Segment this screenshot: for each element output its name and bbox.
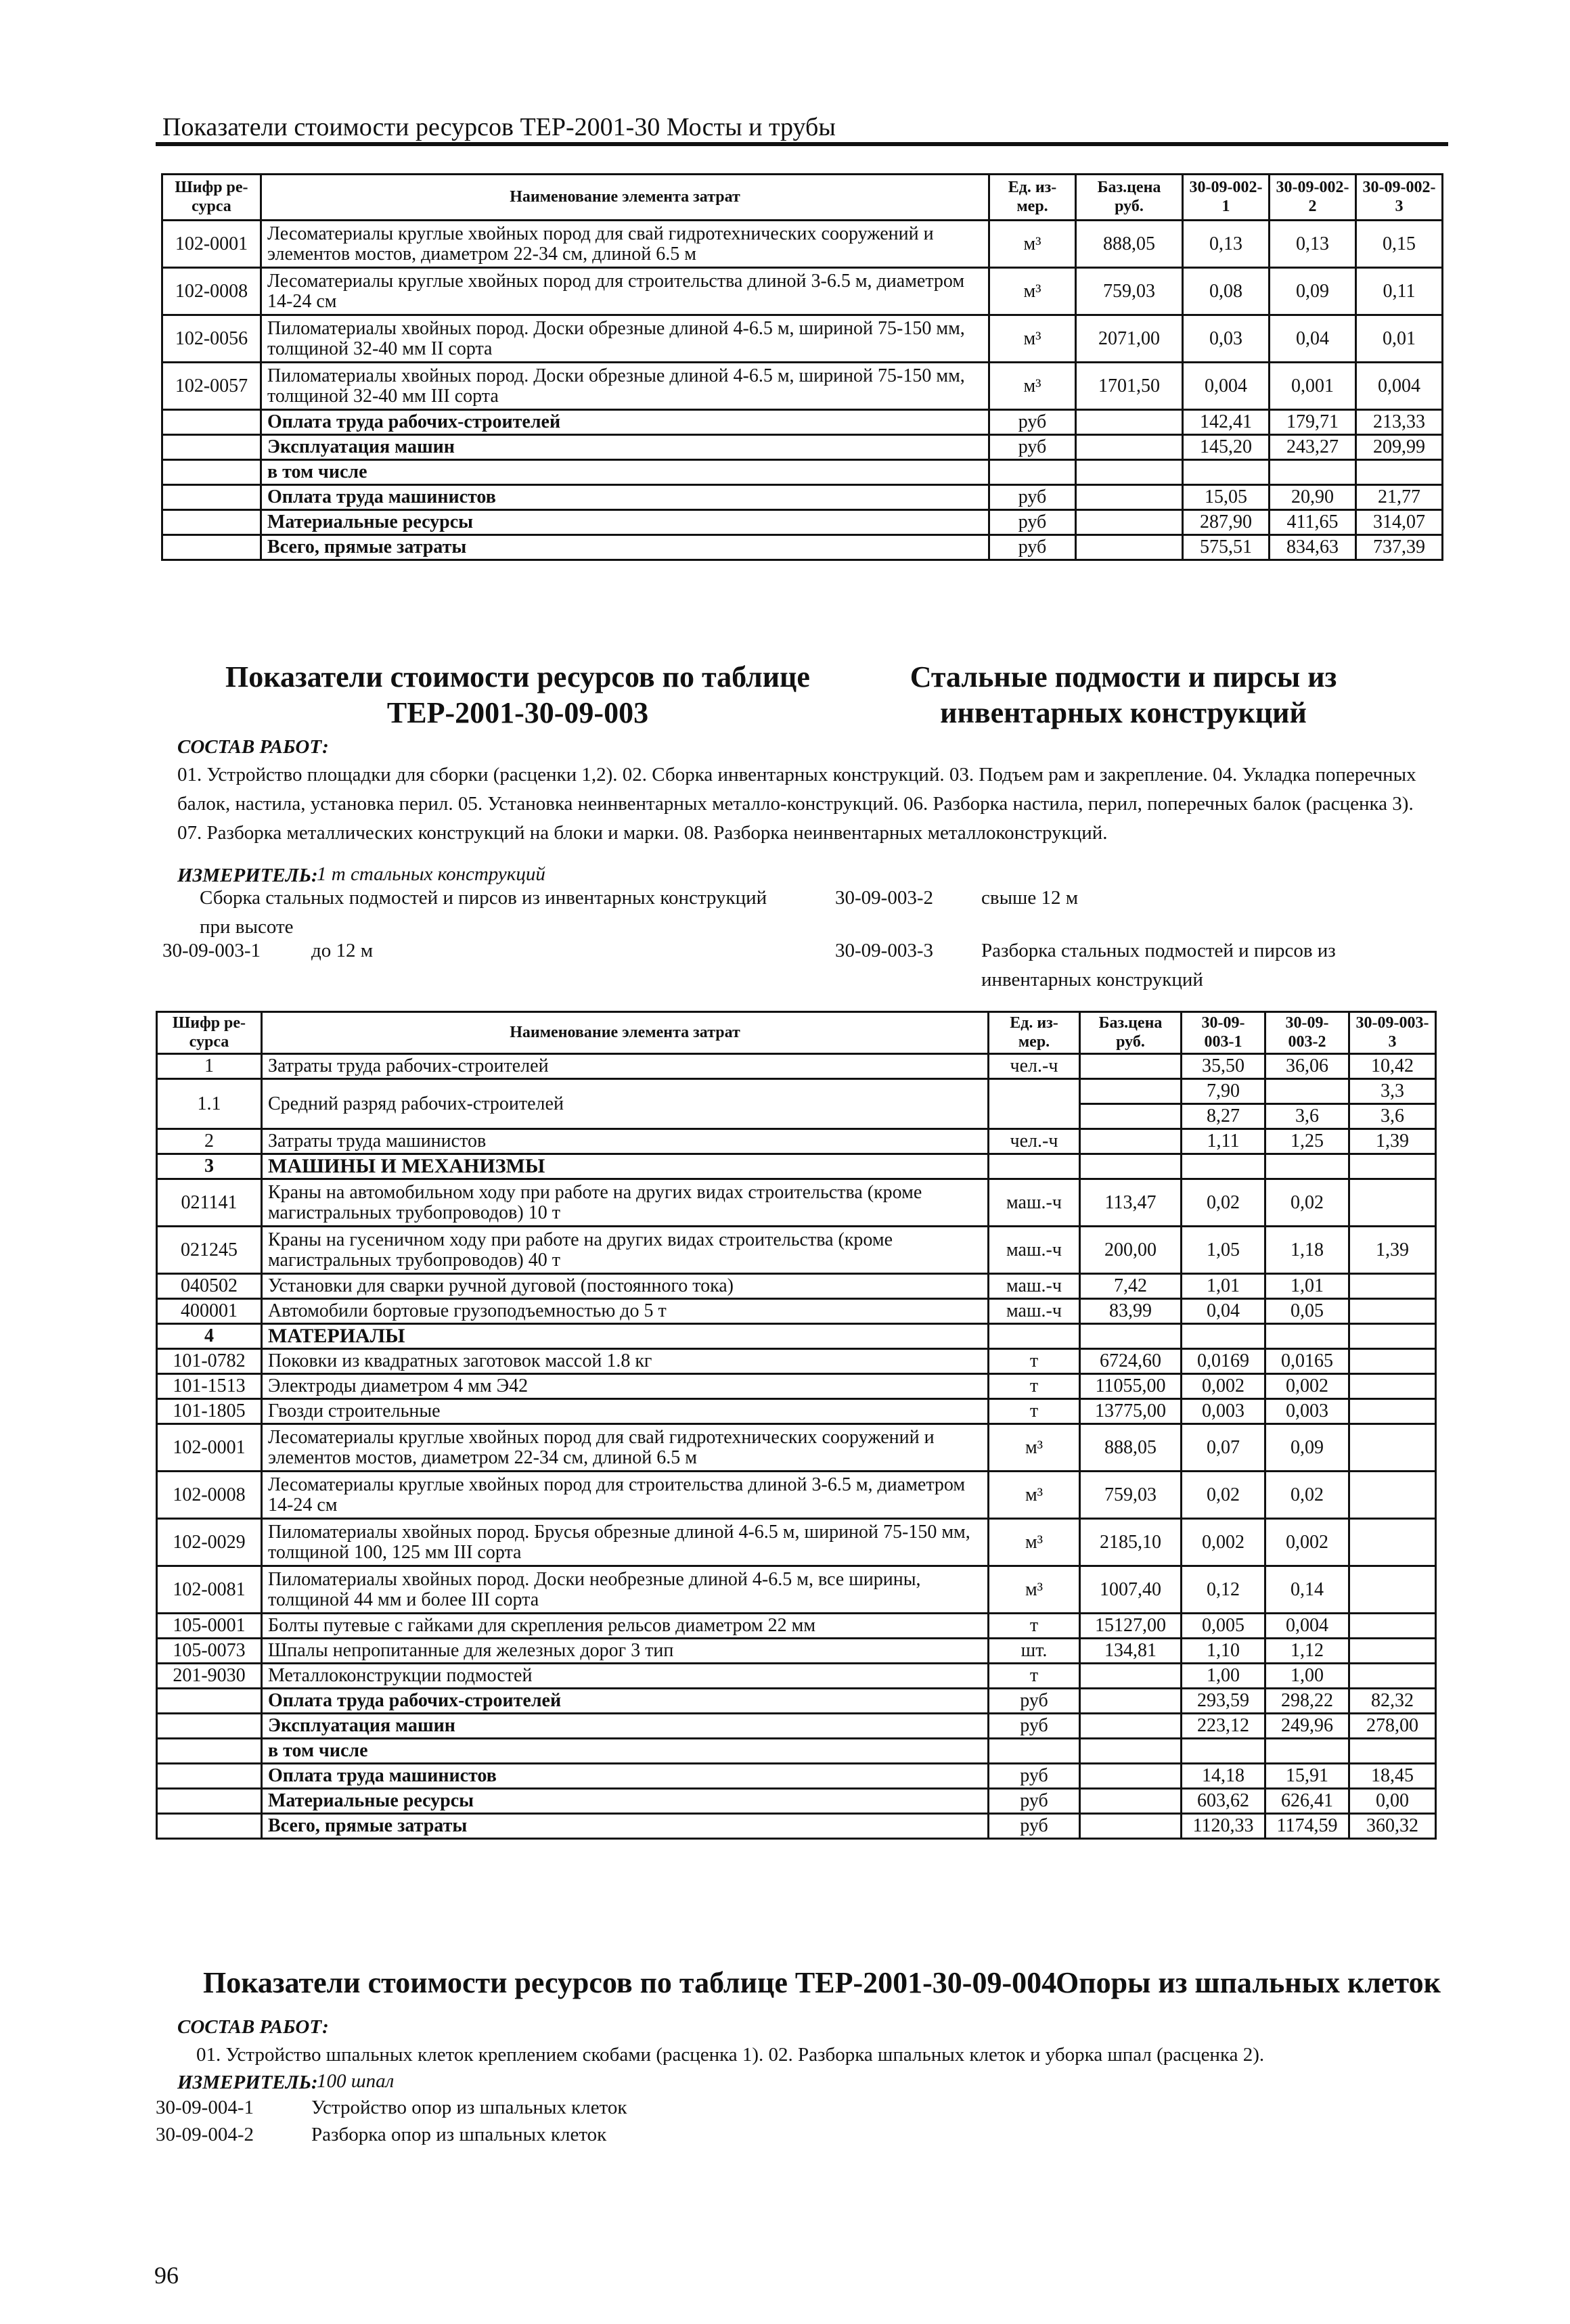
summary-unit: руб (989, 435, 1076, 460)
rate-description: Разборка стальных подмостей и пирсов из инвентарных конструкций (981, 940, 1336, 990)
summary-unit: руб (989, 485, 1076, 510)
rate-value: 0,04 (1182, 1299, 1265, 1324)
table-row (157, 1299, 1436, 1324)
resource-name: Пиломатериалы хвойных пород. Доски необрезные длиной 4-6.5 м, все ширины, толщиной 44 мм и более III сорта (262, 1566, 989, 1614)
summary-row (162, 535, 1443, 560)
base-price: 1007,40 (1080, 1566, 1182, 1614)
rate-value: 1,01 (1182, 1274, 1265, 1299)
rate-value: 1,25 (1265, 1129, 1349, 1154)
resource-unit: м³ (989, 363, 1076, 410)
resource-code: 021141 (157, 1179, 262, 1227)
table-row (157, 1614, 1436, 1639)
col-header-name: Наименование элемента затрат (261, 175, 989, 221)
resource-code: 2 (157, 1129, 262, 1154)
summary-row (162, 460, 1443, 485)
section-name: МАШИНЫ И МЕХАНИЗМЫ (262, 1154, 989, 1179)
resource-name: Лесоматериалы круглые хвойных пород для строительства длиной 3-6.5 м, диаметром 14-24 см (262, 1472, 989, 1519)
section-row (157, 1324, 1436, 1349)
summary-unit: руб (989, 535, 1076, 560)
summary-value: 298,22 (1265, 1689, 1349, 1714)
resource-code: 102-0056 (162, 315, 261, 363)
summary-unit (989, 460, 1076, 485)
summary-value (1183, 460, 1270, 485)
col-header-unit: Ед. из-мер. (989, 1012, 1080, 1054)
section-row (157, 1154, 1436, 1179)
summary-value: 1174,59 (1265, 1814, 1349, 1839)
resource-name: Болты путевые с гайками для скрепления рельсов диаметром 22 мм (262, 1614, 989, 1639)
resource-name: Затраты труда машинистов (262, 1129, 989, 1154)
rate-value: 0,005 (1182, 1614, 1265, 1639)
summary-value: 0,00 (1349, 1789, 1436, 1814)
resource-unit: т (989, 1349, 1080, 1374)
rate-value: 0,02 (1265, 1472, 1349, 1519)
resource-table-30-09-003 (156, 1011, 1437, 1840)
rate-value (1349, 1274, 1436, 1299)
rate-value: 0,003 (1265, 1399, 1349, 1424)
summary-value: 209,99 (1356, 435, 1443, 460)
section-subtitle: Стальные подмости и пирсы из инвентарных конструкций (910, 660, 1337, 729)
rate-value (1349, 1299, 1436, 1324)
resource-name: Средний разряд рабочих-строителей (262, 1079, 989, 1129)
summary-value: 249,96 (1265, 1714, 1349, 1739)
summary-row (157, 1739, 1436, 1764)
rate-value: 0,07 (1182, 1424, 1265, 1472)
base-price: 113,47 (1080, 1179, 1182, 1227)
rate-value: 0,04 (1270, 315, 1356, 363)
resource-unit: маш.-ч (989, 1274, 1080, 1299)
rate-value: 0,15 (1356, 221, 1443, 268)
rate-value: 3,3 (1349, 1079, 1436, 1104)
rate-code: 30-09-003-1 (162, 940, 261, 961)
summary-value: 575,51 (1183, 535, 1270, 560)
summary-row (157, 1689, 1436, 1714)
resource-code: 1 (157, 1054, 262, 1079)
table-row (157, 1227, 1436, 1274)
rate-group-text: Сборка стальных подмостей и пирсов из инвентарных конструкций при высоте (200, 887, 767, 938)
table-row (157, 1639, 1436, 1664)
summary-row (157, 1789, 1436, 1814)
section-title: Показатели стоимости ресурсов по таблице ТЕР-2001-30-09-004 (203, 1966, 1057, 1999)
rate-value: 3,6 (1265, 1104, 1349, 1129)
summary-row (157, 1714, 1436, 1739)
col-header-price: Баз.цена руб. (1080, 1012, 1182, 1054)
summary-value (1182, 1739, 1265, 1764)
summary-value (1356, 460, 1443, 485)
summary-value: 243,27 (1270, 435, 1356, 460)
rate-value: 0,0165 (1265, 1349, 1349, 1374)
table-row (157, 1129, 1436, 1154)
summary-label: в том числе (261, 460, 989, 485)
base-price: 888,05 (1080, 1424, 1182, 1472)
summary-value: 142,41 (1183, 410, 1270, 435)
resource-code: 101-0782 (157, 1349, 262, 1374)
rate-value (1349, 1349, 1436, 1374)
resource-unit: м³ (989, 268, 1076, 315)
rate-value: 1,39 (1349, 1129, 1436, 1154)
sostav-label: СОСТАВ РАБОТ: (177, 2016, 329, 2038)
summary-value: 834,63 (1270, 535, 1356, 560)
summary-label: в том числе (262, 1739, 989, 1764)
col-header-name: Наименование элемента затрат (262, 1012, 989, 1054)
rate-value: 0,002 (1265, 1374, 1349, 1399)
col-header-rate-2: 30-09-002-2 (1270, 175, 1356, 221)
sostav-text: 01. Устройство шпальных клеток креплением скобами (расценка 1). 02. Разборка шпальных клеток и уборка шпал (расценка 2). (196, 2044, 1265, 2066)
resource-unit: м³ (989, 1472, 1080, 1519)
resource-code: 1.1 (157, 1079, 262, 1129)
base-price: 83,99 (1080, 1299, 1182, 1324)
table-row (157, 1179, 1436, 1227)
resource-code: 102-0001 (162, 221, 261, 268)
rate-value (1349, 1639, 1436, 1664)
resource-name: Затраты труда рабочих-строителей (262, 1054, 989, 1079)
base-price: 7,42 (1080, 1274, 1182, 1299)
summary-unit (989, 1739, 1080, 1764)
resource-unit: т (989, 1374, 1080, 1399)
base-price: 11055,00 (1080, 1374, 1182, 1399)
rate-value (1349, 1664, 1436, 1689)
summary-value: 213,33 (1356, 410, 1443, 435)
summary-label: Оплата труда рабочих-строителей (261, 410, 989, 435)
resource-code: 040502 (157, 1274, 262, 1299)
rate-value: 7,90 (1182, 1079, 1265, 1104)
base-price: 1701,50 (1076, 363, 1183, 410)
resource-name: Краны на автомобильном ходу при работе на других видах строительства (кроме магистральных трубопроводов) 10 т (262, 1179, 989, 1227)
summary-value: 603,62 (1182, 1789, 1265, 1814)
summary-value (1265, 1739, 1349, 1764)
rate-value: 1,11 (1182, 1129, 1265, 1154)
resource-code: 102-0008 (162, 268, 261, 315)
rate-value: 3,6 (1349, 1104, 1436, 1129)
table-row (157, 1079, 1436, 1104)
resource-unit: маш.-ч (989, 1299, 1080, 1324)
summary-row (162, 510, 1443, 535)
summary-value: 223,12 (1182, 1714, 1265, 1739)
summary-label: Оплата труда рабочих-строителей (262, 1689, 989, 1714)
rate-value: 0,001 (1270, 363, 1356, 410)
summary-value: 179,71 (1270, 410, 1356, 435)
table-header-row (162, 175, 1443, 221)
summary-value: 15,05 (1183, 485, 1270, 510)
table-row (162, 315, 1443, 363)
resource-code: 102-0057 (162, 363, 261, 410)
summary-unit: руб (989, 1764, 1080, 1789)
resource-unit: м³ (989, 1424, 1080, 1472)
resource-code: 102-0001 (157, 1424, 262, 1472)
rate-value: 0,004 (1265, 1614, 1349, 1639)
table-row (162, 268, 1443, 315)
rate-value (1349, 1472, 1436, 1519)
rate-description: Устройство опор из шпальных клеток (311, 2097, 627, 2118)
rate-value: 0,02 (1265, 1179, 1349, 1227)
resource-name: Пиломатериалы хвойных пород. Доски обрезные длиной 4-6.5 м, шириной 75-150 мм, толщиной 32-40 мм II сорта (261, 315, 989, 363)
summary-label: Всего, прямые затраты (262, 1814, 989, 1839)
section-code: 4 (157, 1324, 262, 1349)
rate-value: 36,06 (1265, 1054, 1349, 1079)
base-price: 2071,00 (1076, 315, 1183, 363)
summary-label: Эксплуатация машин (261, 435, 989, 460)
col-header-code: Шифр ре-сурса (157, 1012, 262, 1054)
summary-label: Эксплуатация машин (262, 1714, 989, 1739)
rate-value (1349, 1519, 1436, 1566)
summary-value: 14,18 (1182, 1764, 1265, 1789)
summary-value: 18,45 (1349, 1764, 1436, 1789)
rate-value: 1,12 (1265, 1639, 1349, 1664)
rate-value: 8,27 (1182, 1104, 1265, 1129)
col-header-rate-3: 30-09-002-3 (1356, 175, 1443, 221)
rate-description: до 12 м (311, 940, 374, 961)
summary-unit: руб (989, 1789, 1080, 1814)
resource-unit: т (989, 1664, 1080, 1689)
base-price: 759,03 (1076, 268, 1183, 315)
summary-value: 411,65 (1270, 510, 1356, 535)
col-header-code: Шифр ре-сурса (162, 175, 261, 221)
resource-unit: шт. (989, 1639, 1080, 1664)
rate-value: 0,002 (1182, 1519, 1265, 1566)
rate-value: 0,05 (1265, 1299, 1349, 1324)
resource-table-30-09-002 (161, 173, 1443, 561)
summary-value: 287,90 (1183, 510, 1270, 535)
resource-name: Установки для сварки ручной дуговой (постоянного тока) (262, 1274, 989, 1299)
resource-name: Поковки из квадратных заготовок массой 1.8 кг (262, 1349, 989, 1374)
rate-value (1349, 1424, 1436, 1472)
base-price: 13775,00 (1080, 1399, 1182, 1424)
rate-value (1349, 1399, 1436, 1424)
base-price: 15127,00 (1080, 1614, 1182, 1639)
rate-value (1349, 1179, 1436, 1227)
rate-value: 0,002 (1182, 1374, 1265, 1399)
rate-value: 0,003 (1182, 1399, 1265, 1424)
resource-name: Краны на гусеничном ходу при работе на других видах строительства (кроме магистральных трубопроводов) 40 т (262, 1227, 989, 1274)
summary-value: 82,32 (1349, 1689, 1436, 1714)
resource-code: 102-0081 (157, 1566, 262, 1614)
table-row (157, 1399, 1436, 1424)
summary-value: 314,07 (1356, 510, 1443, 535)
table-header-row (157, 1012, 1436, 1054)
rate-code: 30-09-004-2 (156, 2124, 254, 2145)
resource-name: Шпалы непропитанные для железных дорог 3 тип (262, 1639, 989, 1664)
table-row (162, 363, 1443, 410)
summary-unit: руб (989, 1714, 1080, 1739)
rate-value: 1,18 (1265, 1227, 1349, 1274)
summary-value: 15,91 (1265, 1764, 1349, 1789)
table-row (157, 1664, 1436, 1689)
resource-unit: м³ (989, 1519, 1080, 1566)
base-price: 200,00 (1080, 1227, 1182, 1274)
page-number: 96 (154, 2262, 179, 2289)
summary-unit: руб (989, 510, 1076, 535)
summary-value: 360,32 (1349, 1814, 1436, 1839)
rate-value: 1,00 (1182, 1664, 1265, 1689)
rate-value (1349, 1566, 1436, 1614)
resource-unit: т (989, 1614, 1080, 1639)
summary-label: Оплата труда машинистов (262, 1764, 989, 1789)
izmeritel-text: 100 шпал (317, 2070, 395, 2092)
resource-unit: чел.-ч (989, 1129, 1080, 1154)
rate-value: 0,03 (1183, 315, 1270, 363)
rate-code: 30-09-003-2 (835, 887, 933, 909)
rate-value: 0,09 (1265, 1424, 1349, 1472)
summary-value: 737,39 (1356, 535, 1443, 560)
summary-value: 293,59 (1182, 1689, 1265, 1714)
rate-value: 0,004 (1183, 363, 1270, 410)
base-price (1080, 1664, 1182, 1689)
col-header-price: Баз.цена руб. (1076, 175, 1183, 221)
resource-name: Электроды диаметром 4 мм Э42 (262, 1374, 989, 1399)
rate-value: 0,09 (1270, 268, 1356, 315)
resource-code: 105-0073 (157, 1639, 262, 1664)
resource-unit: маш.-ч (989, 1227, 1080, 1274)
resource-name: Металлоконструкции подмостей (262, 1664, 989, 1689)
summary-value: 1120,33 (1182, 1814, 1265, 1839)
rate-value (1349, 1614, 1436, 1639)
summary-row (157, 1814, 1436, 1839)
table-row (157, 1519, 1436, 1566)
rate-value: 0,13 (1270, 221, 1356, 268)
resource-code: 105-0001 (157, 1614, 262, 1639)
resource-name: Пиломатериалы хвойных пород. Доски обрезные длиной 4-6.5 м, шириной 75-150 мм, толщиной 32-40 мм III сорта (261, 363, 989, 410)
resource-code: 021245 (157, 1227, 262, 1274)
resource-name: Автомобили бортовые грузоподъемностью до 5 т (262, 1299, 989, 1324)
rate-description: Разборка опор из шпальных клеток (311, 2124, 607, 2145)
rate-value: 0,0169 (1182, 1349, 1265, 1374)
summary-value: 626,41 (1265, 1789, 1349, 1814)
summary-value: 21,77 (1356, 485, 1443, 510)
base-price: 2185,10 (1080, 1519, 1182, 1566)
table-row (157, 1472, 1436, 1519)
col-header-rate-2: 30-09-003-2 (1265, 1012, 1349, 1054)
sostav-text: 01. Устройство площадки для сборки (расценки 1,2). 02. Сборка инвентарных конструкций. 03. Подъем рам и закрепление. 04. Укладка поперечных балок, настила, установка перил. 05. Установка неинвентарных металло-конструкций. 06. Разборка настила, перил, поперечных балок (расценка 3). 07. Разборка металлических конструкций на блоки и марки. 08. Разборка неинвентарных металлоконструкций. (177, 764, 1416, 844)
summary-row (162, 410, 1443, 435)
resource-name: Гвозди строительные (262, 1399, 989, 1424)
table-row (157, 1424, 1436, 1472)
rate-value: 35,50 (1182, 1054, 1265, 1079)
resource-unit: маш.-ч (989, 1179, 1080, 1227)
base-price: 888,05 (1076, 221, 1183, 268)
section-name: МАТЕРИАЛЫ (262, 1324, 989, 1349)
resource-name: Лесоматериалы круглые хвойных пород для строительства длиной 3-6.5 м, диаметром 14-24 см (261, 268, 989, 315)
rate-value: 1,05 (1182, 1227, 1265, 1274)
section-code: 3 (157, 1154, 262, 1179)
table-row (157, 1349, 1436, 1374)
izmeritel-label: ИЗМЕРИТЕЛЬ: (177, 865, 318, 886)
resource-code: 101-1513 (157, 1374, 262, 1399)
rate-value: 0,01 (1356, 315, 1443, 363)
rate-code: 30-09-004-1 (156, 2097, 254, 2118)
summary-label: Всего, прямые затраты (261, 535, 989, 560)
summary-label: Материальные ресурсы (261, 510, 989, 535)
table-row (157, 1566, 1436, 1614)
rate-value: 0,14 (1265, 1566, 1349, 1614)
resource-unit: м³ (989, 315, 1076, 363)
page-header-title: Показатели стоимости ресурсов ТЕР-2001-30 Мосты и трубы (162, 113, 836, 141)
rate-code: 30-09-003-3 (835, 940, 933, 961)
base-price: 759,03 (1080, 1472, 1182, 1519)
resource-unit: м³ (989, 221, 1076, 268)
summary-row (162, 485, 1443, 510)
rate-value: 0,002 (1265, 1519, 1349, 1566)
resource-name: Пиломатериалы хвойных пород. Брусья обрезные длиной 4-6.5 м, шириной 75-150 мм, толщиной 100, 125 мм III сорта (262, 1519, 989, 1566)
summary-value (1349, 1739, 1436, 1764)
table-row (157, 1054, 1436, 1079)
resource-code: 102-0008 (157, 1472, 262, 1519)
summary-value: 145,20 (1183, 435, 1270, 460)
rate-value: 0,11 (1356, 268, 1443, 315)
summary-unit: руб (989, 410, 1076, 435)
izmeritel-label: ИЗМЕРИТЕЛЬ: (177, 2072, 318, 2093)
sostav-label: СОСТАВ РАБОТ: (177, 736, 329, 758)
summary-unit: руб (989, 1689, 1080, 1714)
rate-value (1349, 1374, 1436, 1399)
resource-unit: чел.-ч (989, 1054, 1080, 1079)
section-subtitle: Опоры из шпальных клеток (1056, 1966, 1441, 1999)
rate-value: 1,01 (1265, 1274, 1349, 1299)
rate-value: 0,004 (1356, 363, 1443, 410)
col-header-rate-1: 30-09-003-1 (1182, 1012, 1265, 1054)
table-row (157, 1374, 1436, 1399)
table-row (157, 1274, 1436, 1299)
resource-code: 400001 (157, 1299, 262, 1324)
summary-label: Материальные ресурсы (262, 1789, 989, 1814)
col-header-rate-1: 30-09-002-1 (1183, 175, 1270, 221)
rate-value: 0,08 (1183, 268, 1270, 315)
rate-value: 1,00 (1265, 1664, 1349, 1689)
resource-unit: т (989, 1399, 1080, 1424)
summary-row (157, 1764, 1436, 1789)
summary-value: 20,90 (1270, 485, 1356, 510)
rate-value: 0,02 (1182, 1472, 1265, 1519)
rate-value: 1,39 (1349, 1227, 1436, 1274)
base-price: 134,81 (1080, 1639, 1182, 1664)
rate-value: 0,12 (1182, 1566, 1265, 1614)
table-row (162, 221, 1443, 268)
summary-label: Оплата труда машинистов (261, 485, 989, 510)
rate-value: 1,10 (1182, 1639, 1265, 1664)
resource-code: 102-0029 (157, 1519, 262, 1566)
rate-value: 10,42 (1349, 1054, 1436, 1079)
summary-row (162, 435, 1443, 460)
rate-value: 0,02 (1182, 1179, 1265, 1227)
summary-unit: руб (989, 1814, 1080, 1839)
summary-value (1270, 460, 1356, 485)
resource-name: Лесоматериалы круглые хвойных пород для свай гидротехнических сооружений и элементов мостов, диаметром 22-34 см, длиной 6.5 м (261, 221, 989, 268)
resource-name: Лесоматериалы круглые хвойных пород для свай гидротехнических сооружений и элементов мостов, диаметром 22-34 см, длиной 6.5 м (262, 1424, 989, 1472)
resource-unit: м³ (989, 1566, 1080, 1614)
resource-code: 201-9030 (157, 1664, 262, 1689)
col-header-rate-3: 30-09-003-3 (1349, 1012, 1436, 1054)
base-price: 6724,60 (1080, 1349, 1182, 1374)
izmeritel-text: 1 т стальных конструкций (317, 863, 545, 885)
header-rule (156, 142, 1448, 146)
summary-value: 278,00 (1349, 1714, 1436, 1739)
rate-value: 0,13 (1183, 221, 1270, 268)
rate-description: свыше 12 м (981, 887, 1079, 909)
col-header-unit: Ед. из-мер. (989, 175, 1076, 221)
section-title: Показатели стоимости ресурсов по таблице ТЕР-2001-30-09-003 (225, 660, 810, 729)
resource-code: 101-1805 (157, 1399, 262, 1424)
